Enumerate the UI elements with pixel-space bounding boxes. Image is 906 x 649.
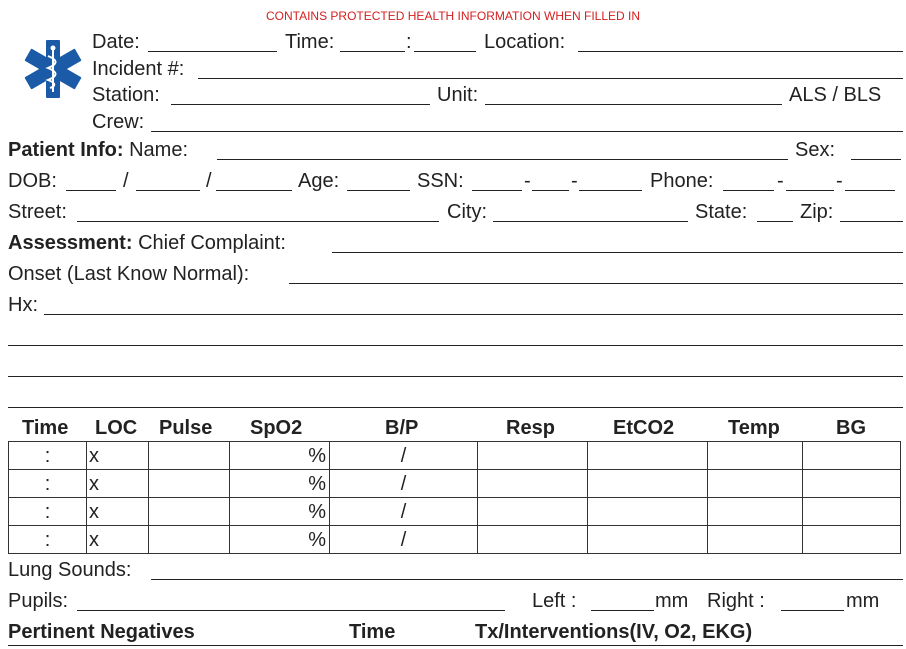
vitals-etco2-cell[interactable] — [588, 526, 708, 554]
star-of-life-icon — [20, 38, 86, 100]
vitals-header-resp: Resp — [506, 417, 555, 439]
age-field[interactable] — [347, 190, 410, 191]
vitals-header-pulse: Pulse — [159, 417, 213, 439]
dob-label: DOB: — [8, 170, 57, 192]
vitals-time-cell[interactable]: : — [9, 498, 87, 526]
pupils-field[interactable] — [77, 610, 505, 611]
unit-label: Unit: — [437, 84, 479, 106]
vitals-etco2-cell[interactable] — [588, 470, 708, 498]
date-field[interactable] — [148, 51, 277, 52]
sex-field[interactable] — [851, 159, 901, 160]
vitals-spo2-cell[interactable]: % — [230, 442, 330, 470]
incident-label: Incident #: — [92, 58, 185, 80]
pertinent-negatives-heading: Pertinent Negatives — [8, 621, 195, 643]
hx-line-3[interactable] — [8, 376, 903, 377]
vitals-pulse-cell[interactable] — [149, 498, 230, 526]
date-label: Date: — [92, 31, 140, 53]
vitals-bp-cell[interactable]: / — [330, 442, 478, 470]
sex-label: Sex: — [795, 139, 836, 161]
vitals-bp-cell[interactable]: / — [330, 526, 478, 554]
vitals-header-etco2: EtCO2 — [613, 417, 675, 439]
time-separator: : — [406, 31, 412, 53]
lung-sounds-label: Lung Sounds: — [8, 559, 132, 581]
vitals-spo2-cell[interactable]: % — [230, 526, 330, 554]
unit-field[interactable] — [485, 104, 782, 105]
time-minutes-field[interactable] — [414, 51, 476, 52]
vitals-temp-cell[interactable] — [708, 470, 803, 498]
patient-info-heading: Patient Info: Name: — [8, 139, 189, 161]
phi-notice: CONTAINS PROTECTED HEALTH INFORMATION WHEN FILLED IN — [265, 9, 641, 23]
phone-part-1-field[interactable] — [723, 190, 774, 191]
onset-field[interactable] — [289, 283, 903, 284]
vitals-spo2-cell[interactable]: % — [230, 470, 330, 498]
dob-slash-2: / — [206, 170, 212, 192]
table-row — [9, 526, 901, 554]
table-row — [9, 470, 901, 498]
time-hours-field[interactable] — [340, 51, 405, 52]
ssn-part-3-field[interactable] — [579, 190, 642, 191]
city-field[interactable] — [493, 221, 688, 222]
left-mm-unit: mm — [655, 590, 689, 612]
vitals-resp-cell[interactable] — [478, 442, 588, 470]
lung-sounds-field[interactable] — [151, 579, 903, 580]
right-pupil-field[interactable] — [781, 610, 844, 611]
hx-line-2[interactable] — [8, 345, 903, 346]
vitals-temp-cell[interactable] — [708, 498, 803, 526]
vitals-time-cell[interactable]: : — [9, 526, 87, 554]
location-field[interactable] — [578, 51, 903, 52]
state-label: State: — [695, 201, 748, 223]
hx-line-4[interactable] — [8, 407, 903, 408]
hx-field[interactable] — [44, 314, 903, 315]
table-row — [9, 442, 901, 470]
patient-name-field[interactable] — [217, 159, 788, 160]
onset-label: Onset (Last Know Normal): — [8, 263, 250, 285]
phone-dash-2: - — [836, 170, 843, 192]
vitals-resp-cell[interactable] — [478, 526, 588, 554]
ssn-dash-1: - — [524, 170, 531, 192]
vitals-bp-cell[interactable]: / — [330, 470, 478, 498]
assessment-heading: Assessment: Chief Complaint: — [8, 232, 286, 254]
location-label: Location: — [484, 31, 566, 53]
ssn-dash-2: - — [571, 170, 578, 192]
vitals-etco2-cell[interactable] — [588, 498, 708, 526]
right-mm-unit: mm — [846, 590, 880, 612]
street-label: Street: — [8, 201, 67, 223]
zip-label: Zip: — [800, 201, 834, 223]
crew-label: Crew: — [92, 111, 145, 133]
age-label: Age: — [298, 170, 340, 192]
left-pupil-label: Left : — [532, 590, 577, 612]
zip-field[interactable] — [840, 221, 903, 222]
vitals-loc-cell[interactable]: x — [87, 442, 149, 470]
vitals-time-cell[interactable]: : — [9, 442, 87, 470]
vitals-temp-cell[interactable] — [708, 526, 803, 554]
dob-slash-1: / — [123, 170, 129, 192]
vitals-bg-cell[interactable] — [803, 442, 901, 470]
vitals-loc-cell[interactable]: x — [87, 526, 149, 554]
vitals-bg-cell[interactable] — [803, 498, 901, 526]
vitals-bg-cell[interactable] — [803, 470, 901, 498]
chief-complaint-field[interactable] — [332, 252, 903, 253]
station-label: Station: — [92, 84, 160, 106]
name-label: Name: — [129, 139, 189, 161]
vitals-header-bg: BG — [836, 417, 866, 439]
vitals-spo2-cell[interactable]: % — [230, 498, 330, 526]
vitals-pulse-cell[interactable] — [149, 470, 230, 498]
vitals-time-cell[interactable]: : — [9, 470, 87, 498]
footer-rule — [8, 645, 903, 646]
vitals-resp-cell[interactable] — [478, 470, 588, 498]
table-row — [9, 498, 901, 526]
als-bls-option[interactable]: ALS / BLS — [789, 84, 882, 106]
vitals-etco2-cell[interactable] — [588, 442, 708, 470]
phone-label: Phone: — [650, 170, 714, 192]
ssn-part-1-field[interactable] — [472, 190, 522, 191]
phone-dash-1: - — [777, 170, 784, 192]
vitals-loc-cell[interactable]: x — [87, 498, 149, 526]
time-label: Time: — [285, 31, 335, 53]
interventions-time-heading: Time — [349, 621, 396, 643]
vitals-header-time: Time — [22, 417, 69, 439]
incident-field[interactable] — [198, 78, 903, 79]
dob-day-field[interactable] — [136, 190, 200, 191]
state-field[interactable] — [757, 221, 793, 222]
right-pupil-label: Right : — [707, 590, 765, 612]
vitals-table — [8, 441, 901, 554]
crew-field[interactable] — [151, 131, 903, 132]
phone-part-3-field[interactable] — [845, 190, 895, 191]
vitals-header-loc: LOC — [95, 417, 138, 439]
ssn-part-2-field[interactable] — [532, 190, 569, 191]
dob-year-field[interactable] — [216, 190, 292, 191]
vitals-resp-cell[interactable] — [478, 498, 588, 526]
hx-label: Hx: — [8, 294, 38, 316]
station-field[interactable] — [171, 104, 430, 105]
vitals-header-bp: B/P — [385, 417, 419, 439]
vitals-header-temp: Temp — [728, 417, 780, 439]
street-field[interactable] — [77, 221, 439, 222]
city-label: City: — [447, 201, 487, 223]
vitals-pulse-cell[interactable] — [149, 442, 230, 470]
vitals-temp-cell[interactable] — [708, 442, 803, 470]
vitals-pulse-cell[interactable] — [149, 526, 230, 554]
phone-part-2-field[interactable] — [786, 190, 834, 191]
interventions-heading: Tx/Interventions(IV, O2, EKG) — [475, 621, 753, 643]
chief-complaint-label: Chief Complaint: — [138, 232, 286, 254]
vitals-header-spo2: SpO2 — [250, 417, 303, 439]
pupils-label: Pupils: — [8, 590, 69, 612]
dob-month-field[interactable] — [66, 190, 116, 191]
ssn-label: SSN: — [417, 170, 464, 192]
vitals-bg-cell[interactable] — [803, 526, 901, 554]
vitals-bp-cell[interactable]: / — [330, 498, 478, 526]
vitals-loc-cell[interactable]: x — [87, 470, 149, 498]
left-pupil-field[interactable] — [591, 610, 654, 611]
